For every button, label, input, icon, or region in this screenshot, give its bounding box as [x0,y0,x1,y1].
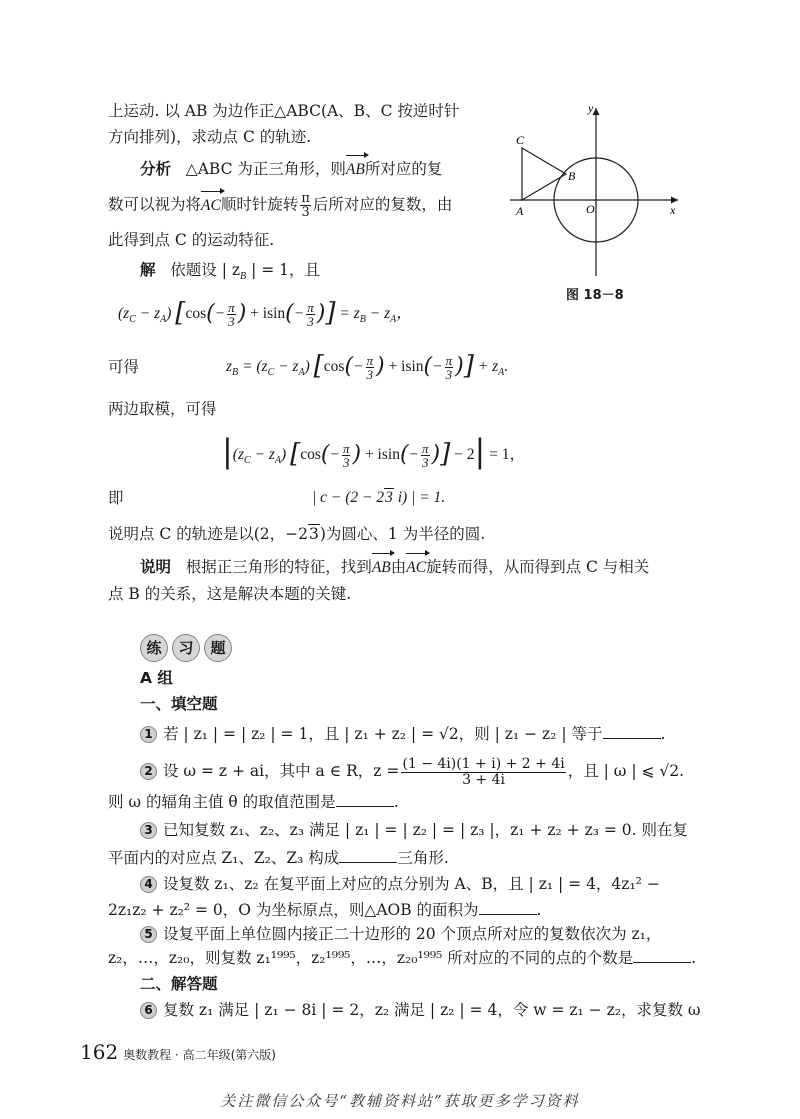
exercises-title [140,634,236,662]
question-2: 2 设 ω = z + ai，其中 a ∈ R，z = $\frac{(1 - 4i)(1 + i) + 2 + 4i}{3 + 4i}$ ，且 | ω | ⩽ √2. [140,756,684,788]
analysis-text: 后所对应的复数，由 [312,195,453,214]
remark-label: 说明 [140,558,172,576]
remark-line-2: 点 B 的关系，这是解决本题的关键. [108,585,352,603]
figure-18-8 [510,100,690,280]
label-b: B [568,169,576,183]
equation-1: $(z_C - z_A)$ [cos(− $\frac{\pi}{3}$ ) + isin(− $\frac{\pi}{3}$ )] = $z_B - z_A$， [118,298,412,329]
analysis-text: 顺时针旋转 [220,195,299,214]
analysis-line-3: 此得到点 C 的运动特征. [108,231,275,249]
vector-ac: AC [201,194,221,218]
title-char: 习 [172,634,200,662]
page-number: 162 [80,1040,119,1064]
title-char: 练 [140,634,168,662]
answer-blank [603,724,661,739]
analysis-text: △ABC 为正三角形，则 [185,160,346,178]
triangle-abc [522,148,566,200]
section-fill-in: 一、填空题 [140,695,218,713]
question-4-line-2: 2z₁z₂ + z₂² = 0，O 为坐标原点，则△AOB 的面积为 . [108,901,542,919]
question-number: 6 [140,1002,157,1019]
intro-line-2: 方向排列)，求动点 C 的轨迹. [108,128,312,146]
fraction-pi-over-3: $\frac{\pi}{3}$ [301,191,310,220]
group-heading: A 组 [140,669,173,687]
question-3-line-2: 平面内的对应点 Z₁、Z₂、Z₃ 构成 三角形. [108,849,449,867]
figure-caption: 图 18－8 [566,288,624,303]
vector-ab: AB [346,158,365,182]
equation-3: $|(z_C - z_A)$ [cos(− $\frac{\pi}{3}$ ) + isin(− $\frac{\pi}{3}$ )] − 2| = 1， [222,432,526,470]
label-x: x [670,203,676,217]
ji-label: 即 [108,489,124,507]
watermark-note: 关注微信公众号“教辅资料站”获取更多学习资料 [220,1092,580,1110]
section-answer: 二、解答题 [140,975,218,993]
complex-plane-diagram [510,100,690,280]
equation-4: | c − (2 − 23 i) | = 1. [312,489,446,506]
question-number: 4 [140,876,157,893]
analysis-label: 分析 [140,160,172,178]
question-2-line-2: 则 ω 的辐角主值 θ 的取值范围是 . [108,793,399,811]
label-a: A [516,204,524,218]
answer-blank [339,848,397,863]
question-5: 5 设复平面上单位圆内接正二十边形的 20 个顶点所对应的复数依次为 z₁， [140,922,661,946]
kede-label: 可得 [108,358,140,376]
answer-blank [479,900,537,915]
title-char: 题 [204,634,232,662]
conclusion: 说明点 C 的轨迹是以(2，−23)为圆心、1 为半径的圆. [108,525,486,543]
question-5-line-2: z₂，…，z₂₀，则复数 z₁¹⁹⁹⁵，z₂¹⁹⁹⁵，…，z₂₀¹⁹⁹⁵ 所对应的不同的点的个数是 . [108,949,697,967]
solution-line-1 [140,258,320,289]
answer-blank [336,792,394,807]
analysis-text: 所对应的复 [364,160,443,178]
question-3: 3 已知复数 z₁、z₂、z₃ 满足 | z₁ | = | z₂ | = | z₃ |，z₁ + z₂ + z₃ = 0. 则在复 [140,818,688,842]
page-footer [80,1040,276,1067]
remark-line-1: 说明 根据正三角形的特征，找到AB由AC旋转而得，从而得到点 C 与相关 [140,555,649,580]
question-4: 4 设复数 z₁、z₂ 在复平面上对应的点分别为 A、B，且 | z₁ | = 4，4z₁² − [140,872,660,896]
label-y: y [588,101,594,115]
question-number: 2 [140,763,157,780]
solution-label: 解 [140,261,156,279]
analysis-line-1 [140,157,442,182]
question-6: 6 复数 z₁ 满足 | z₁ − 8i | = 2，z₂ 满足 | z₂ | = 4，令 w = z₁ − z₂，求复数 ω [140,998,701,1022]
analysis-line-2 [108,192,452,219]
solution-text: | = 1，且 [246,261,321,279]
answer-blank [633,948,691,963]
subscript: B [240,271,247,283]
question-number: 3 [140,822,157,839]
question-number: 5 [140,926,157,943]
equation-2: $z_B = (z_C - z_A)$ [cos(− $\frac{\pi}{3}$ ) + isin(− $\frac{\pi}{3}$ )] + $z_A$. [226,351,509,382]
intro-line-1: 上运动. 以 AB 为边作正△ABC(A、B、C 按逆时针 [108,102,460,120]
question-1: 1 若 | z₁ | = | z₂ | = 1，且 | z₁ + z₂ | = √2，则 | z₁ − z₂ | 等于 . [140,722,665,746]
label-o: O [586,202,595,216]
question-number: 1 [140,726,157,743]
label-c: C [516,133,525,147]
liangbian-label: 两边取模，可得 [108,400,217,418]
book-title: 奥数教程 · 高二年级(第六版) [123,1048,276,1062]
analysis-text: 数可以视为将 [108,195,202,214]
solution-text: 依题设 | z [170,261,241,279]
